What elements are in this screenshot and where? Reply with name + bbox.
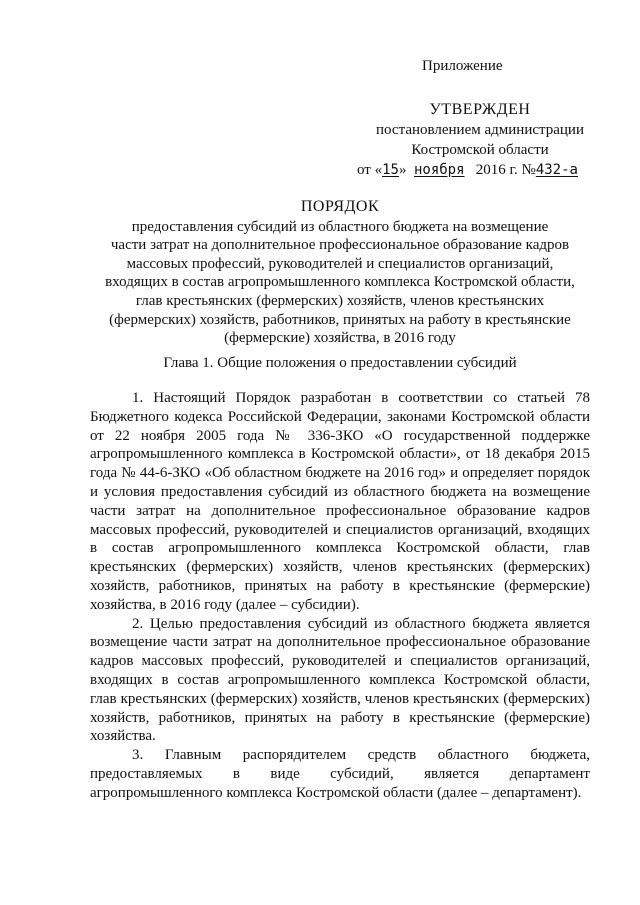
heading-line: входящих в состав агропромышленного комплекса Костромской области, [105, 274, 575, 291]
paragraph-3: 3. Главным распорядителем средств областного бюджета, предоставляемых в виде субсидий, является департамент агропромышленного комплекса Костромской области (далее – департамент). [90, 747, 590, 801]
appendix-label: Приложение [422, 58, 503, 74]
heading-line: (фермерские) хозяйства, в 2016 году [224, 330, 456, 347]
approval-block [330, 100, 630, 180]
approval-date-line [330, 160, 630, 180]
date-prefix: от « [357, 162, 383, 178]
document-body [90, 389, 590, 803]
date-year: 2016 г. № [475, 162, 536, 178]
approval-title: УТВЕРЖДЕН [429, 101, 531, 118]
date-mid: » [398, 162, 407, 178]
heading-title: ПОРЯДОК [300, 198, 380, 215]
heading-line: части затрат на дополнительное профессиональное образование кадров [110, 237, 570, 254]
heading-line: предоставления субсидий из областного бюджета на возмещение [131, 218, 549, 235]
paragraph-1: 1. Настоящий Порядок разработан в соответствии со статьей 78 Бюджетного кодекса Российской Федерации, законами Костромской области от 22 ноября 2005 года № 336-ЗКО «О государственной поддержке агропромышленного комплекса в Костромской области», от 18 декабря 2015 года № 44-6-ЗКО «Об областном бюджете на 2016 год» и определяет порядок и условия предоставления субсидий из областного бюджета на возмещение части затрат на дополнительное профессиональное образование кадров массовых профессий, руководителей и специалистов организаций, входящих в состав агропромышленного комплекса Костромской области, глав крестьянских (фермерских) хозяйств, членов крестьянских (фермерских) хозяйств, работников, принятых на работу в крестьянские (фермерские) хозяйства, в 2016 году (далее – субсидии). [90, 390, 590, 613]
document-heading [90, 198, 590, 348]
approval-line-1: постановлением администрации [376, 122, 584, 138]
heading-line: (фермерских) хозяйств, работников, принятых на работу в крестьянские [109, 311, 571, 328]
date-month: ноября [413, 162, 465, 178]
chapter-title: Глава 1. Общие положения о предоставлении субсидий [163, 355, 517, 371]
heading-line: массовых профессий, руководителей и специалистов организаций, [126, 255, 554, 272]
approval-line-2: Костромской области [411, 142, 549, 158]
decree-number: 432-а [535, 162, 578, 178]
date-day: 15 [382, 162, 399, 178]
heading-line: глав крестьянских (фермерских) хозяйств, членов крестьянских [135, 292, 545, 309]
paragraph-2: 2. Целью предоставления субсидий из областного бюджета является возмещение части затрат на дополнительное профессиональное образование кадров массовых профессий, руководителей и специалистов организаций, входящих в состав агропромышленного комплекса Костромской области, глав крестьянских (фермерских) хозяйств, членов крестьянских (фермерских) хозяйств, работников, принятых на работу в крестьянские (фермерские) хозяйства. [90, 615, 590, 745]
